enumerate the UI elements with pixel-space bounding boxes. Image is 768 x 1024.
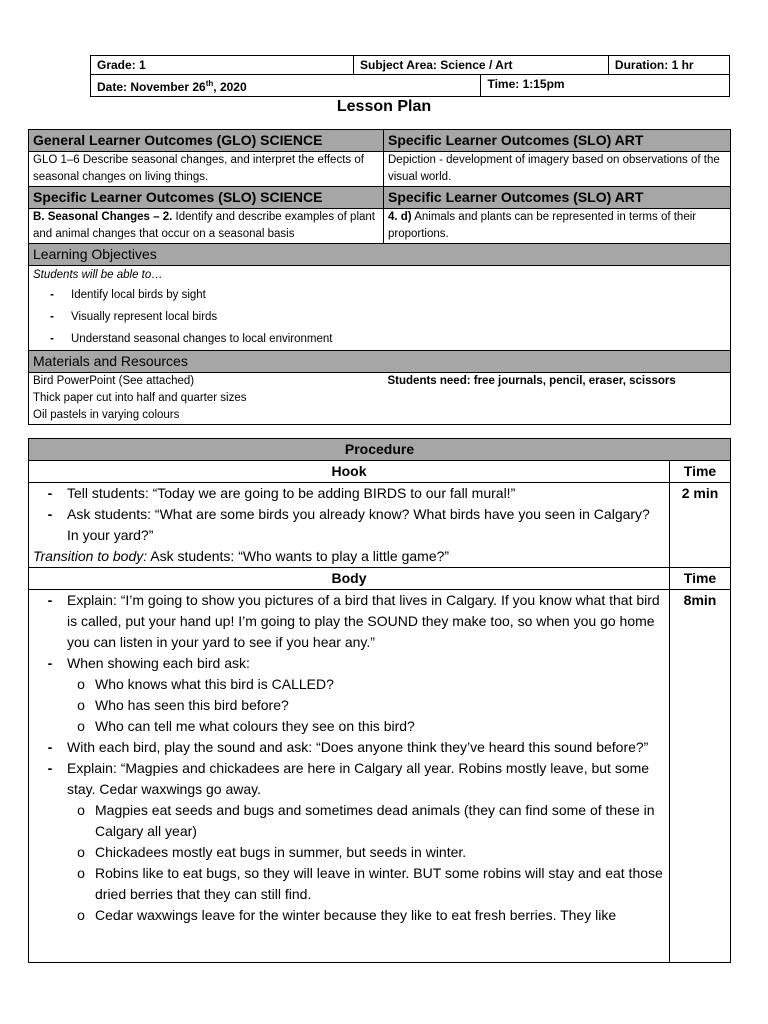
hook-content — [29, 483, 670, 568]
dash-icon: - — [47, 760, 53, 776]
body-sub-bullet — [33, 800, 665, 842]
body-bullet — [33, 758, 665, 800]
dash-icon: - — [50, 333, 54, 345]
slo-art-rest: Animals and plants can be represented in terms of their proportions. — [388, 211, 697, 240]
duration-cell: Duration: 1 hr — [608, 56, 729, 75]
body-sub-text: Who can tell me what colours they see on this bird? — [95, 718, 415, 734]
objectives-heading: Learning Objectives — [29, 244, 731, 266]
art-depiction-text: Depiction - development of imagery based on observations of the visual world. — [384, 152, 731, 187]
body-sub-bullet — [33, 842, 665, 863]
circle-bullet-icon: o — [77, 865, 85, 881]
body-heading: Body — [29, 568, 670, 590]
dash-icon: - — [47, 739, 53, 755]
dash-icon: - — [50, 289, 54, 301]
circle-bullet-icon: o — [77, 718, 85, 734]
grade-cell: Grade: 1 — [91, 56, 354, 75]
body-sub-bullet — [33, 905, 665, 926]
dash-icon: - — [47, 655, 53, 671]
materials-left — [29, 373, 384, 425]
transition-label: Transition to body: — [33, 548, 148, 564]
body-content — [29, 590, 670, 963]
dash-icon: - — [47, 485, 53, 501]
hook-bullet — [33, 504, 665, 546]
procedure-heading: Procedure — [29, 439, 731, 461]
dash-icon: - — [47, 506, 53, 522]
time-cell: Time: 1:15pm — [481, 75, 730, 97]
hook-bullet-text: Tell students: “Today we are going to be adding BIRDS to our fall mural!” — [67, 485, 516, 501]
objectives-intro: Students will be able to… — [33, 269, 163, 281]
material-item: Thick paper cut into half and quarter sizes — [33, 392, 247, 404]
slo-science-bold: B. Seasonal Changes – 2. — [33, 211, 173, 223]
objective-item — [33, 328, 726, 350]
glo-heading: General Learner Outcomes (GLO) SCIENCE — [29, 130, 384, 152]
body-sub-text: Chickadees mostly eat bugs in summer, but seeds in winter. — [95, 844, 467, 860]
objectives-body — [29, 266, 731, 351]
dash-icon: - — [47, 592, 53, 608]
materials-right: Students need: free journals, pencil, eraser, scissors — [384, 373, 731, 425]
body-time: 8min — [670, 590, 731, 963]
hook-bullet-text: Ask students: “What are some birds you already know? What birds have you seen in Calgary? In your yard?” — [67, 506, 650, 543]
slo-science-text — [29, 209, 384, 244]
body-bullet-text: When showing each bird ask: — [67, 655, 250, 671]
header-table — [90, 55, 730, 97]
body-sub-bullet — [33, 695, 665, 716]
slo-science-heading: Specific Learner Outcomes (SLO) SCIENCE — [29, 187, 384, 209]
circle-bullet-icon: o — [77, 802, 85, 818]
circle-bullet-icon: o — [77, 907, 85, 923]
date-sup: th — [205, 79, 214, 88]
date-suffix: , 2020 — [213, 80, 247, 94]
dash-icon: - — [50, 311, 54, 323]
body-sub-text: Who has seen this bird before? — [95, 697, 289, 713]
outcomes-table — [28, 129, 731, 425]
body-sub-text: Who knows what this bird is CALLED? — [95, 676, 334, 692]
subject-cell: Subject Area: Science / Art — [354, 56, 609, 75]
materials-heading: Materials and Resources — [29, 351, 731, 373]
body-sub-bullet — [33, 716, 665, 737]
objective-text: Understand seasonal changes to local environment — [71, 333, 333, 345]
slo-art-bold: 4. d) — [388, 211, 412, 223]
objective-text: Identify local birds by sight — [71, 289, 206, 301]
circle-bullet-icon: o — [77, 697, 85, 713]
slo-science-rest: Identify and describe examples of plant and animal changes that occur on a seasonal basis — [33, 211, 375, 240]
circle-bullet-icon: o — [77, 676, 85, 692]
circle-bullet-icon: o — [77, 844, 85, 860]
date-cell — [91, 75, 481, 97]
objective-text: Visually represent local birds — [71, 311, 218, 323]
hook-bullet — [33, 483, 665, 504]
page-title: Lesson Plan — [336, 98, 432, 115]
slo-art-heading-2: Specific Learner Outcomes (SLO) ART — [384, 187, 731, 209]
body-bullet-text: Explain: “I’m going to show you pictures of a bird that lives in Calgary. If you know what that bird is called, put your hand up! I’m going to play the SOUND they make too, so when you go home you can listen in your yard to see if you hear any.” — [67, 592, 660, 650]
body-bullet-text: Explain: “Magpies and chickadees are here in Calgary all year. Robins mostly leave, but some stay. Cedar waxwings go away. — [67, 760, 650, 797]
body-sub-bullet — [33, 863, 665, 905]
material-item: Bird PowerPoint (See attached) — [33, 375, 195, 387]
body-bullet-text: With each bird, play the sound and ask: “Does anyone think they’ve heard this sound before?” — [67, 739, 649, 755]
body-bullet — [33, 590, 665, 653]
body-time-label: Time — [670, 568, 731, 590]
body-sub-text: Robins like to eat bugs, so they will leave in winter. BUT some robins will stay and eat those dried berries that they can still find. — [95, 865, 663, 902]
procedure-table — [28, 438, 731, 963]
slo-art-heading: Specific Learner Outcomes (SLO) ART — [384, 130, 731, 152]
hook-time: 2 min — [670, 483, 731, 568]
objective-item — [33, 306, 726, 328]
body-sub-bullet — [33, 674, 665, 695]
body-sub-text: Magpies eat seeds and bugs and sometimes dead animals (they can find some of these in Calgary all year) — [95, 802, 655, 839]
objective-item — [33, 284, 726, 306]
slo-art-text — [384, 209, 731, 244]
date-prefix: Date: November 26 — [97, 80, 206, 94]
body-sub-text: Cedar waxwings leave for the winter because they like to eat fresh berries. They like — [95, 907, 617, 923]
hook-heading: Hook — [29, 461, 670, 483]
hook-time-label: Time — [670, 461, 731, 483]
glo-text: GLO 1–6 Describe seasonal changes, and interpret the effects of seasonal changes on living things. — [29, 152, 384, 187]
transition-text: Ask students: “Who wants to play a little game?” — [147, 548, 450, 564]
body-bullet — [33, 737, 665, 758]
hook-transition — [33, 546, 665, 567]
material-item: Oil pastels in varying colours — [33, 409, 180, 421]
body-bullet — [33, 653, 665, 674]
